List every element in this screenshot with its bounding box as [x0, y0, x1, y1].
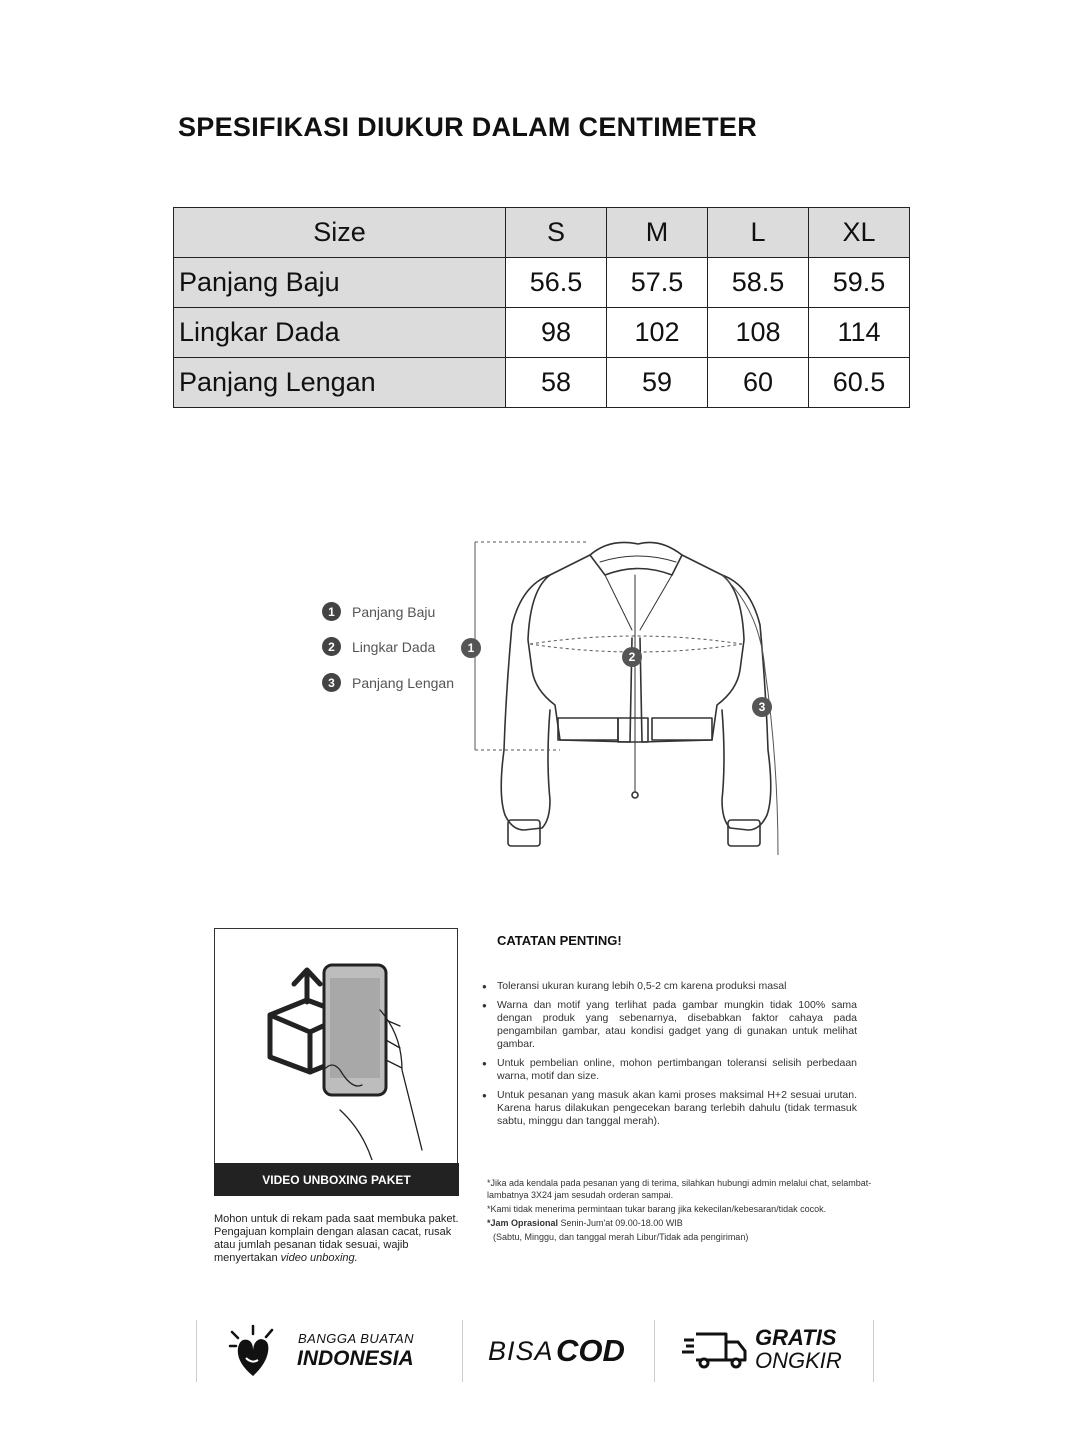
note-item: ● Untuk pembelian online, mohon pertimbangan toleransi selisih perbedaan warna, motif dan size. — [482, 1057, 857, 1083]
divider — [462, 1320, 463, 1382]
badge-gratis-line1: GRATIS — [755, 1325, 837, 1350]
fine-print-line: *Kami tidak menerima permintaan tukar barang jika kekecilan/kebesaran/tidak cocok. — [487, 1204, 827, 1214]
table-cell: 56.5 — [506, 258, 607, 308]
table-cell: 60.5 — [809, 358, 910, 408]
legend-number: 3 — [322, 673, 341, 692]
table-row — [174, 258, 910, 308]
table-cell: 58.5 — [708, 258, 809, 308]
fine-print — [487, 1177, 877, 1245]
fine-print-bold: *Jam Oprasional — [487, 1218, 559, 1228]
row-label: Lingkar Dada — [174, 308, 506, 358]
badge-cod-text: COD — [556, 1333, 625, 1368]
unboxing-text — [214, 1213, 464, 1265]
jacket-diagram — [460, 530, 790, 865]
badge-bangga-line1: BANGGA BUATAN — [298, 1331, 415, 1346]
svg-text:1: 1 — [467, 641, 475, 655]
table-cell: 60 — [708, 358, 809, 408]
legend-number: 1 — [322, 602, 341, 621]
notes-list — [482, 980, 857, 1134]
table-header-cell: L — [708, 208, 809, 258]
note-item: ● Untuk pesanan yang masuk akan kami proses maksimal H+2 sesuai urutan. Karena harus dilakukan pengecekan barang terlebih dahulu (tidak termasuk sabtu, minggu dan tanggal merah). — [482, 1089, 857, 1128]
badge-cod-label: BISA — [488, 1336, 554, 1366]
notes-title: CATATAN PENTING! — [497, 933, 622, 948]
note-item: ● Warna dan motif yang terlihat pada gambar mungkin tidak 100% sama dengan produk yang sebenarnya, disebabkan faktor cahaya pada pengambilan gambar, atau kondisi gadget yang di gunakan untuk melihat gambar. — [482, 999, 857, 1051]
divider — [873, 1320, 874, 1382]
table-header-cell: XL — [809, 208, 910, 258]
table-cell: 58 — [506, 358, 607, 408]
legend-label: Panjang Lengan — [352, 674, 454, 691]
measure-marker-2 — [622, 647, 642, 667]
size-table — [173, 207, 910, 408]
row-label: Panjang Baju — [174, 258, 506, 308]
table-row — [174, 358, 910, 408]
unboxing-label: VIDEO UNBOXING PAKET — [214, 1163, 459, 1196]
measure-marker-1 — [461, 638, 481, 658]
legend-item — [322, 673, 454, 692]
badge-gratis-line2: ONGKIR — [755, 1348, 842, 1373]
note-item: ● Toleransi ukuran kurang lebih 0,5-2 cm karena produksi masal — [482, 980, 857, 993]
svg-text:3: 3 — [758, 700, 766, 714]
table-header-row — [174, 208, 910, 258]
unboxing-text-italic: video unboxing. — [280, 1252, 358, 1264]
page-title: SPESIFIKASI DIUKUR DALAM CENTIMETER — [178, 112, 758, 142]
table-header-cell: Size — [174, 208, 506, 258]
table-cell: 102 — [607, 308, 708, 358]
delivery-truck-icon — [682, 1330, 748, 1370]
table-cell: 98 — [506, 308, 607, 358]
divider — [196, 1320, 197, 1382]
legend-label: Panjang Baju — [352, 603, 436, 620]
measure-marker-3 — [752, 697, 772, 717]
badge-bangga-line2: INDONESIA — [297, 1347, 414, 1370]
legend-label: Lingkar Dada — [352, 638, 436, 655]
unboxing-text-main: Mohon untuk di rekam pada saat membuka paket. Pengajuan komplain dengan alasan cacat, rusak atau jumlah pesanan tidak sesuai, wajib menyertakan — [214, 1213, 459, 1264]
table-header-cell: S — [506, 208, 607, 258]
fine-print-hours: Senin-Jum'at 09.00-18.00 WIB — [558, 1218, 683, 1228]
fine-print-line — [487, 1217, 877, 1229]
legend-number: 2 — [322, 637, 341, 656]
table-cell: 57.5 — [607, 258, 708, 308]
divider — [654, 1320, 655, 1382]
legend-item — [322, 602, 435, 621]
phone-package-icon — [262, 960, 432, 1160]
table-cell: 59 — [607, 358, 708, 408]
fine-print-line: *Jika ada kendala pada pesanan yang di terima, silahkan hubungi admin melalui chat, selambat-lambatnya 3X24 jam sesudah orderan sampai. — [487, 1178, 872, 1200]
badge-bar — [196, 1320, 874, 1382]
table-header-cell: M — [607, 208, 708, 258]
row-label: Panjang Lengan — [174, 358, 506, 408]
table-cell: 114 — [809, 308, 910, 358]
table-cell: 59.5 — [809, 258, 910, 308]
table-row — [174, 308, 910, 358]
heart-hand-icon — [228, 1324, 278, 1380]
svg-text:2: 2 — [628, 650, 636, 664]
legend-item — [322, 637, 435, 656]
fine-print-line: (Sabtu, Minggu, dan tanggal merah Libur/Tidak ada pengiriman) — [493, 1232, 749, 1242]
table-cell: 108 — [708, 308, 809, 358]
